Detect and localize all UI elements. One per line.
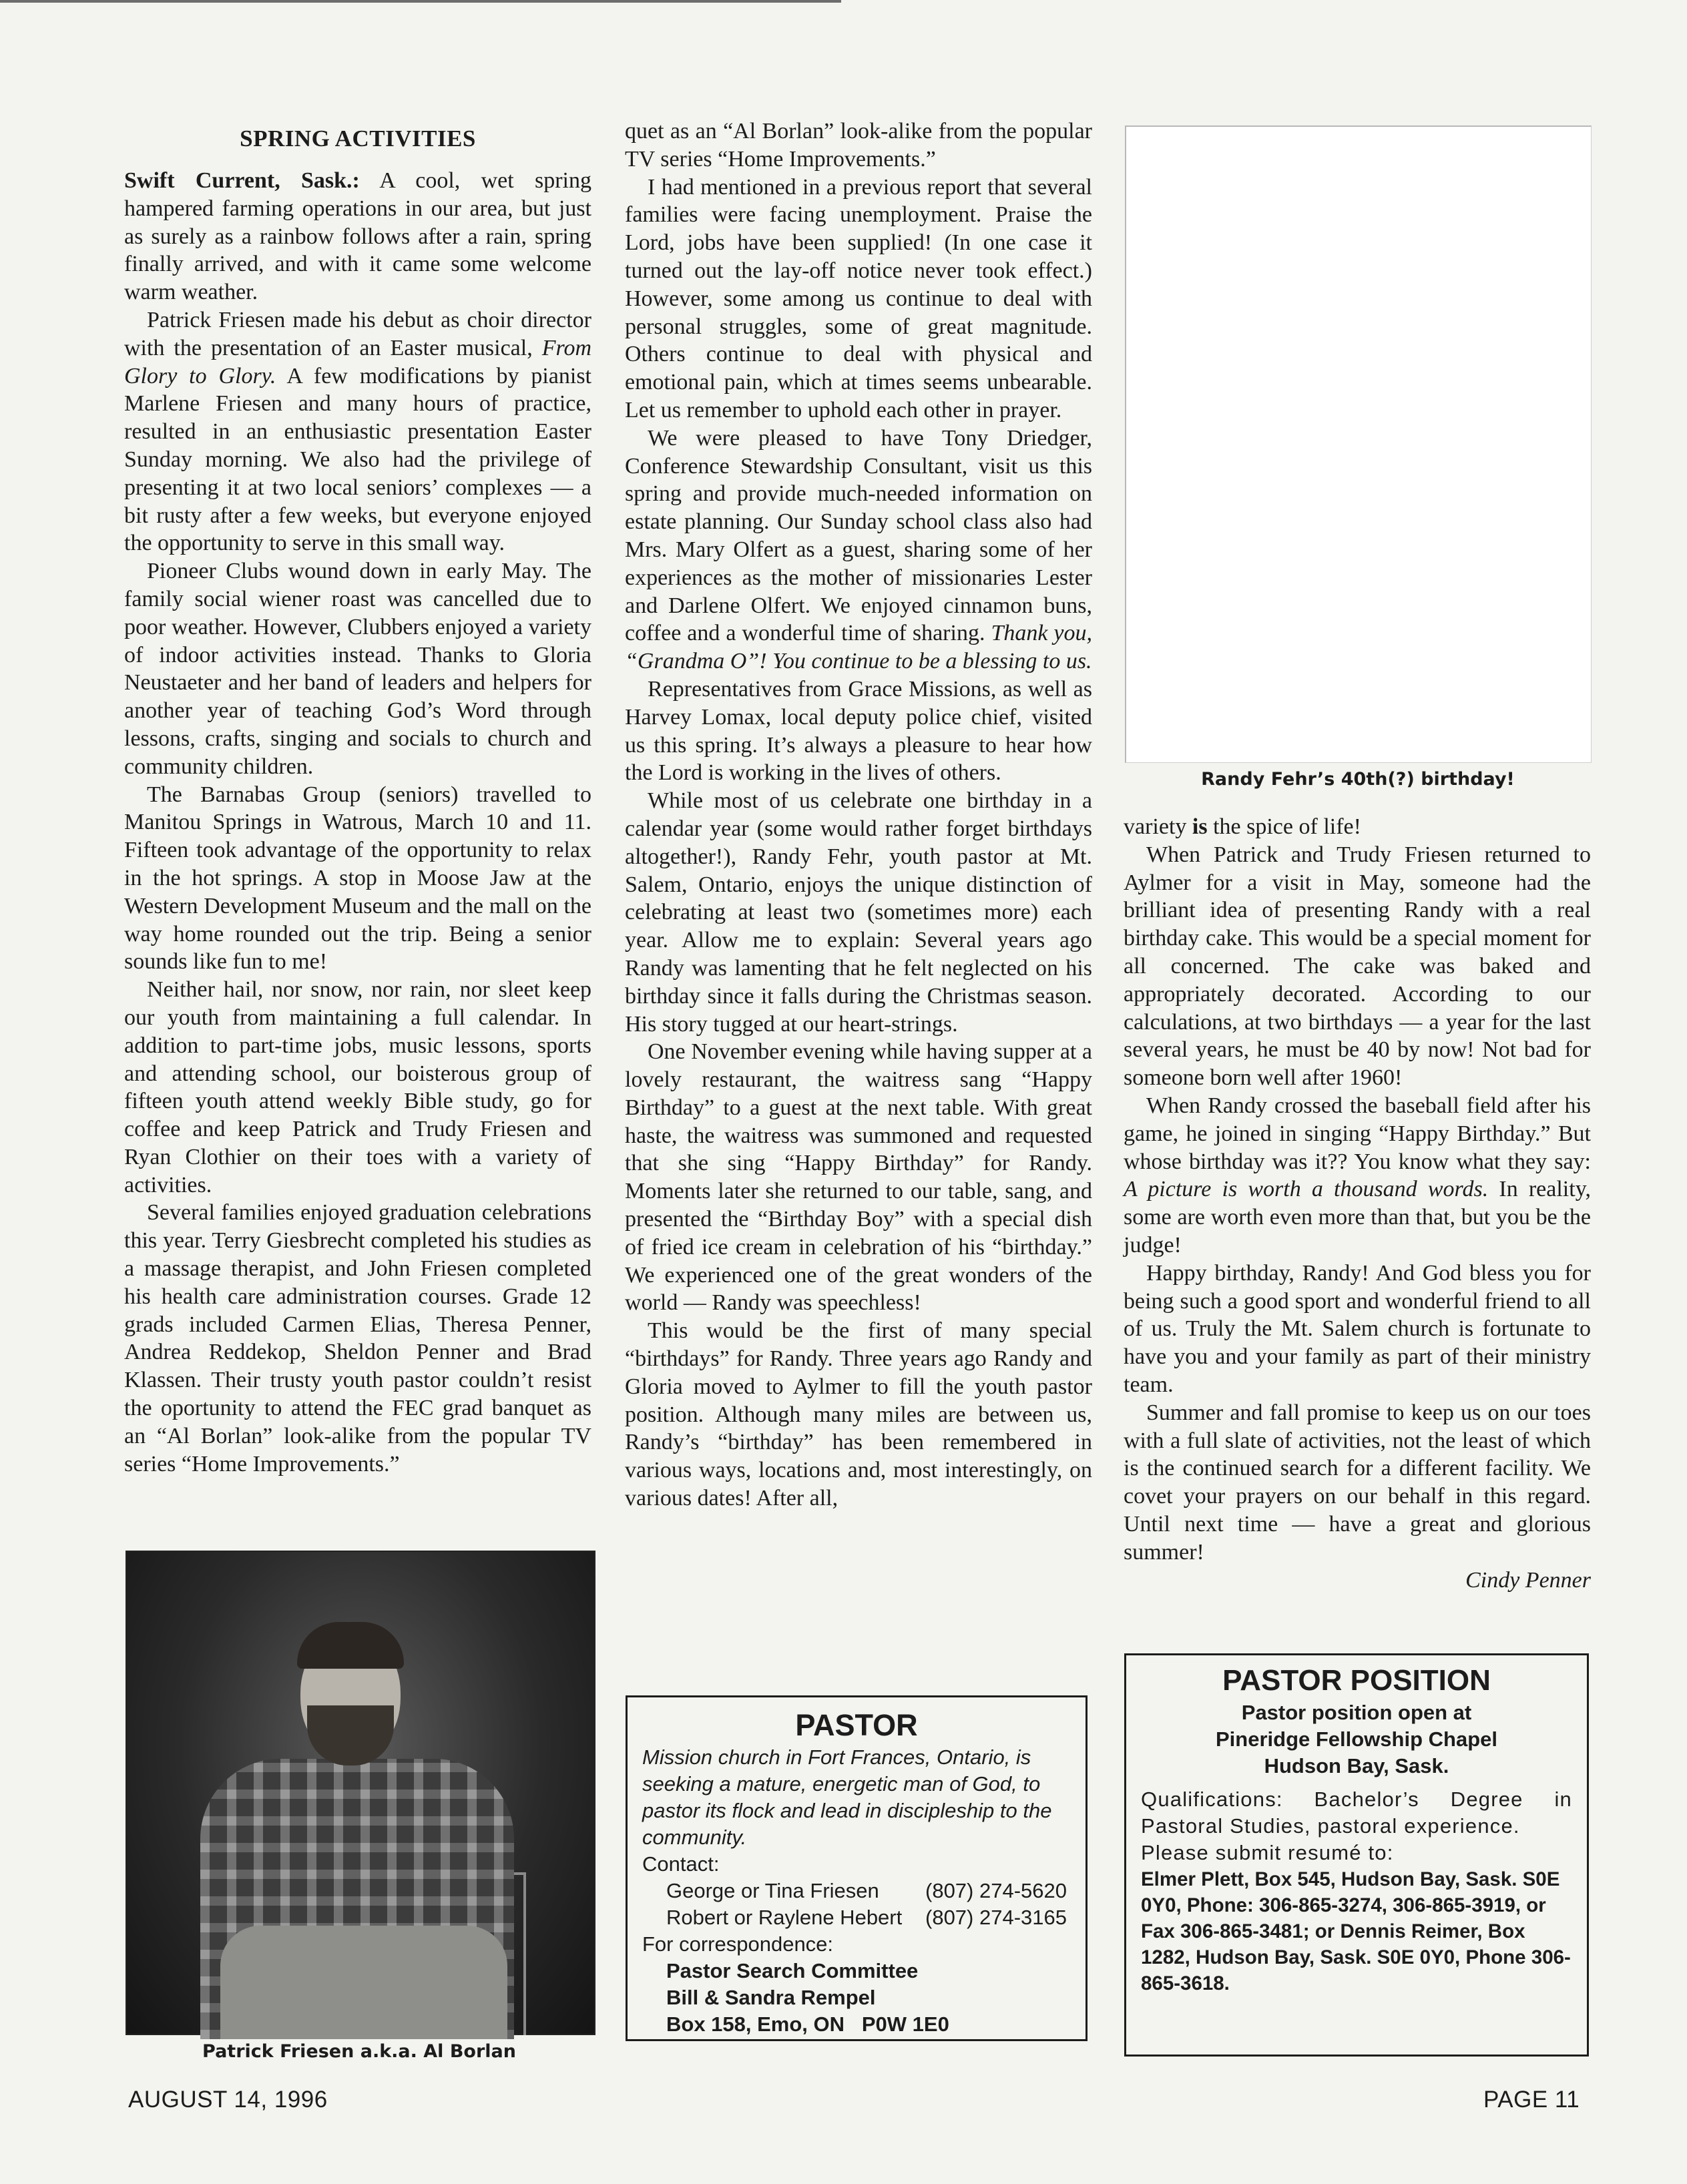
pastor-position-ad-box — [1124, 1653, 1589, 2057]
ad-subheading: Pineridge Fellowship Chapel — [1215, 1727, 1497, 1751]
paragraph: Pioneer Clubs wound down in early May. The family social wiener roast was cancelled due to poor weather. However, Clubbers enjoyed a variety of indoor activities instead. Thanks to Gloria Neustaeter and her band of leaders and helpers for another year of teaching God’s Word through lessons, crafts, singing and socials to church and community children. — [124, 559, 591, 779]
correspondence-line: Box 158, Emo, ON P0W 1E0 — [666, 2012, 949, 2036]
paragraph: This would be the first of many special “birthdays” for Randy. Three years ago Randy and Gloria moved to Aylmer to fill the youth pastor position. Although many miles are between us, Randy’s “birthday” has been remembered in various ways, locations and, most interestingly, on various dates! After all, — [625, 1318, 1092, 1511]
italic-quote: A picture is worth a thousand words. — [1124, 1177, 1489, 1202]
author-signature: Cindy Penner — [1465, 1567, 1591, 1593]
scan-edge — [0, 0, 841, 3]
ad-heading: PASTOR POSITION — [1222, 1664, 1491, 1697]
photo-caption: Randy Fehr’s 40th(?) birthday! — [1201, 769, 1515, 790]
ad-heading: PASTOR — [795, 1708, 918, 1742]
paragraph: Patrick Friesen made his debut as choir director with the presentation of an Easter musical, From Glory to Glory. A few modifications by pianist Marlene Friesen and many hours of practice, resulted in an enthusiastic presentation Easter Sunday morning. We also had the privilege of presenting it at two local seniors’ complexes — a bit rusty after a few weeks, but everyone enjoyed the opportunity to serve in this small way. — [124, 307, 591, 556]
qualifications: Qualifications: Bachelor’s Degree in Pastoral Studies, pastoral experience. — [1141, 1788, 1572, 1838]
article-column-1 — [124, 117, 591, 1476]
paragraph: Neither hail, nor snow, nor rain, nor sleet keep our youth from maintaining a full calendar. In addition to part-time jobs, music lessons, sports and attending school, our boisterous group of fifteen youth attend weekly Bible study, go for coffee and keep Patrick and Trudy Friesen and Ryan Clothier on their toes with a variety of activities. — [124, 977, 591, 1197]
photo-patrick-friesen — [126, 1551, 595, 2035]
paragraph: One November evening while having supper at a lovely restaurant, the waitress sang “Happy Birthday” to a guest at the next table. With great haste, the waitress was summoned and requested that she sing “Happy Birthday” for Randy. Moments later she returned to our table, sang, and presented the “Birthday Boy” with a special dish of fried ice cream in celebration of his “birthday.” We experienced one of the great wonders of the world — Randy was speechless! — [625, 1039, 1092, 1316]
musical-title: From Glory to Glory. — [124, 335, 591, 388]
contact-row: George or Tina Friesen (807) 274-5620 — [666, 1879, 1067, 1902]
paragraph: When Patrick and Trudy Friesen returned to Aylmer for a visit in May, someone had the brilliant idea of presenting Randy with a real birthday cake. This would be a special moment for all concerned. The cake was baked and appropriately decorated. According to our calculations, at two birthdays — a year for the last several years, he must be 40 by now! Not bad for someone born well after 1960! — [1124, 842, 1591, 1091]
paragraph: Several families enjoyed graduation celebrations this year. Terry Giesbrecht completed his studies as a massage therapist, and John Friesen completed his health care administration courses. Grade 12 grads included Carmen Elias, Theresa Penner, Andrea Reddekop, Sheldon Penner and Brad Klassen. Their trusty youth pastor couldn’t resist the oportunity to attend the FEC grad banquet as an “Al Borlan” look-alike from the popular TV series “Home Improvements.” — [124, 1200, 591, 1476]
pastor-ad-box — [626, 1695, 1088, 2041]
ad-description: Mission church in Fort Frances, Ontario, is seeking a mature, energetic man of God, to pastor its flock and lead in discipleship to the community. — [642, 1745, 1052, 1849]
ad-subheading: Pastor position open at — [1241, 1701, 1472, 1724]
ad-subheading: Hudson Bay, Sask. — [1264, 1754, 1449, 1778]
article-column-3 — [1124, 813, 1591, 1594]
paragraph: Representatives from Grace Missions, as well as Harvey Lomax, local deputy police chief, visited us this spring. It’s always a pleasure to hear how the Lord is working in the lives of others. — [625, 676, 1092, 786]
photo-randy-fehr-birthday — [1125, 125, 1592, 763]
dateline: Swift Current, Sask.: — [124, 168, 360, 193]
page-number: PAGE 11 — [1483, 2087, 1580, 2113]
issue-date: AUGUST 14, 1996 — [128, 2087, 328, 2113]
paragraph: When Randy crossed the baseball field after his game, he joined in singing “Happy Birthday.” But whose birthday was it?? You know what they say: A picture is worth a thousand words. In reality, some are worth even more than that, but you be the judge! — [1124, 1093, 1591, 1258]
paragraph: quet as an “Al Borlan” look-alike from the popular TV series “Home Improvements.” — [625, 119, 1092, 172]
paragraph: Happy birthday, Randy! And God bless you for being such a good sport and wonderful friend to all of us. Truly the Mt. Salem church is fortunate to have you and your family as part of their ministry team. — [1124, 1260, 1591, 1397]
contact-address: Elmer Plett, Box 545, Hudson Bay, Sask. S0E 0Y0, Phone: 306-865-3274, 306-865-3919, or Fax 306-865-3481; or Dennis Reimer, Box 1282, Hudson Bay, Sask. S0E 0Y0, Phone 306-865-3618. — [1141, 1868, 1571, 1994]
paragraph: While most of us celebrate one birthday in a calendar year (some would rather forget birthdays altogether!), Randy Fehr, youth pastor at Mt. Salem, Ontario, enjoys the unique distinction of celebrating at least two (sometimes more) each year. Allow me to explain: Several years ago Randy was lamenting that he felt neglected on his birthday since it falls during the Christmas season. His story tugged at our heart-strings. — [625, 788, 1092, 1037]
correspondence-label: For correspondence: — [642, 1932, 834, 1956]
contact-label: Contact: — [642, 1852, 720, 1876]
paragraph: I had mentioned in a previous report that several families were facing unemployment. Praise the Lord, jobs have been supplied! (In one case it turned out the lay-off notice never took effect.) However, some among us continue to deal with personal struggles, some of great magnitude. Others continue to deal with physical and emotional pain, which at times seems unbearable. Let us remember to uphold each other in prayer. — [625, 174, 1092, 423]
italic-thanks: Thank you, “Grandma O”! You continue to be a blessing to us. — [625, 621, 1093, 674]
article-column-2 — [625, 117, 1092, 1513]
photo-caption: Patrick Friesen a.k.a. Al Borlan — [202, 2041, 516, 2062]
submit-label: Please submit resumé to: — [1141, 1841, 1394, 1864]
article-title: SPRING ACTIVITIES — [240, 125, 476, 152]
correspondence-line: Pastor Search Committee — [666, 1959, 919, 1982]
paragraph: Swift Current, Sask.: A cool, wet spring hampered farming operations in our area, but just as surely as a rainbow follows after a rain, spring finally arrived, and with it came some welcome warm weather. — [124, 168, 591, 305]
paragraph: We were pleased to have Tony Driedger, Conference Stewardship Consultant, visit us this spring and provide much-needed information on estate planning. Our Sunday school class also had Mrs. Mary Olfert as a guest, sharing some of her experiences as the mother of missionaries Lester and Darlene Olfert. We enjoyed cinnamon buns, coffee and a wonderful time of sharing. Thank you, “Grandma O”! You continue to be a blessing to us. — [625, 425, 1093, 674]
correspondence-line: Bill & Sandra Rempel — [666, 1986, 876, 2009]
paragraph: variety is the spice of life! — [1124, 814, 1361, 839]
paragraph: The Barnabas Group (seniors) travelled to Manitou Springs in Watrous, March 10 and 11. Fifteen took advantage of the opportunity to relax in the hot springs. A stop in Moose Jaw at the Western Development Museum and the mall on the way home rounded out the trip. Being a senior sounds like fun to me! — [124, 782, 591, 975]
contact-row: Robert or Raylene Hebert (807) 274-3165 — [666, 1906, 1067, 1929]
paragraph: Summer and fall promise to keep us on our toes with a full slate of activities, not the least of which is the continued search for a different facility. We covet your prayers on our behalf in this regard. Until next time — have a great and glorious summer! — [1124, 1400, 1591, 1565]
